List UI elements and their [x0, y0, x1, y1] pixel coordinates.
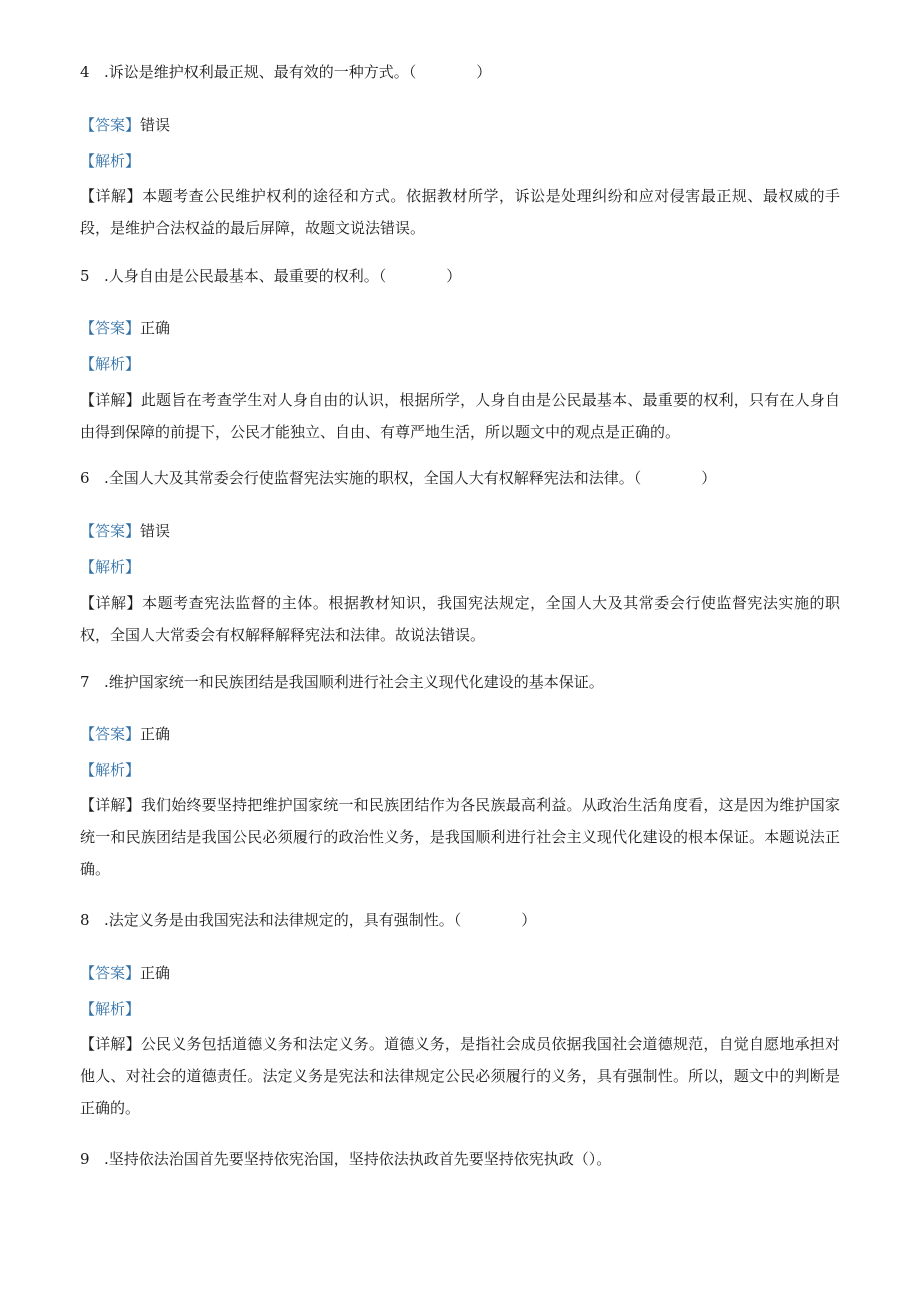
- answer-value: 错误: [140, 522, 171, 540]
- detail-tag: 【详解】: [80, 391, 141, 409]
- answer-6: [80, 521, 170, 541]
- detail-8: [80, 1028, 840, 1124]
- analysis-tag: 【解析】: [80, 558, 141, 576]
- question-text: .坚持依法治国首先要坚持依宪治国，坚持依法执政首先要坚持依宪执政（）。: [104, 1150, 612, 1168]
- analysis-tag: 【解析】: [80, 1000, 141, 1018]
- question-5: [80, 266, 461, 286]
- question-number: 5: [80, 267, 90, 285]
- analysis-4: [80, 151, 140, 171]
- answer-value: 正确: [140, 725, 171, 743]
- detail-5: [80, 384, 840, 448]
- answer-7: [80, 724, 170, 744]
- question-text: .人身自由是公民最基本、最重要的权利。（ ）: [104, 267, 462, 285]
- question-text: .法定义务是由我国宪法和法律规定的，具有强制性。（ ）: [104, 911, 537, 929]
- analysis-tag: 【解析】: [80, 152, 141, 170]
- answer-value: 正确: [140, 319, 171, 337]
- analysis-7: [80, 760, 140, 780]
- question-text: .全国人大及其常委会行使监督宪法实施的职权，全国人大有权解释宪法和法律。（ ）: [104, 469, 717, 487]
- question-text: .维护国家统一和民族团结是我国顺利进行社会主义现代化建设的基本保证。: [104, 673, 604, 691]
- detail-tag: 【详解】: [80, 187, 143, 205]
- detail-text: 我们始终要坚持把维护国家统一和民族团结作为各民族最高利益。从政治生活角度看，这是因为维护国家统一和民族团结是我国公民必须履行的政治性义务，是我国顺利进行社会主义现代化建设的根本保证。本题说法正确。: [80, 796, 840, 878]
- answer-tag: 【答案】: [80, 964, 141, 982]
- detail-text: 公民义务包括道德义务和法定义务。道德义务，是指社会成员依据我国社会道德规范，自觉自愿地承担对他人、对社会的道德责任。法定义务是宪法和法律规定公民必须履行的义务，具有强制性。所以，题文中的判断是正确的。: [80, 1035, 840, 1117]
- detail-tag: 【详解】: [80, 1035, 141, 1053]
- answer-4: [80, 115, 170, 135]
- answer-tag: 【答案】: [80, 725, 141, 743]
- question-number: 6: [80, 469, 90, 487]
- question-number: 8: [80, 911, 90, 929]
- question-7: [80, 672, 604, 692]
- analysis-tag: 【解析】: [80, 355, 141, 373]
- answer-tag: 【答案】: [80, 116, 141, 134]
- answer-value: 错误: [140, 116, 171, 134]
- question-8: [80, 910, 536, 930]
- detail-tag: 【详解】: [80, 796, 141, 814]
- analysis-5: [80, 354, 140, 374]
- answer-tag: 【答案】: [80, 319, 141, 337]
- analysis-6: [80, 557, 140, 577]
- detail-4: [80, 180, 840, 244]
- detail-6: [80, 587, 840, 651]
- question-number: 4: [80, 63, 90, 81]
- analysis-tag: 【解析】: [80, 761, 141, 779]
- question-number: 9: [80, 1150, 90, 1168]
- question-number: 7: [80, 673, 90, 691]
- detail-text: 此题旨在考查学生对人身自由的认识，根据所学，人身自由是公民最基本、最重要的权利，只有在人身自由得到保障的前提下，公民才能独立、自由、有尊严地生活，所以题文中的观点是正确的。: [80, 391, 840, 441]
- question-4: [80, 62, 491, 82]
- answer-tag: 【答案】: [80, 522, 141, 540]
- detail-tag: 【详解】: [80, 594, 143, 612]
- answer-8: [80, 963, 170, 983]
- question-text: .诉讼是维护权利最正规、最有效的一种方式。（ ）: [104, 63, 492, 81]
- detail-text: 本题考查宪法监督的主体。根据教材知识，我国宪法规定，全国人大及其常委会行使监督宪法实施的职权，全国人大常委会有权解释解释宪法和法律。故说法错误。: [80, 594, 840, 644]
- detail-7: [80, 789, 840, 885]
- question-9: [80, 1149, 611, 1169]
- analysis-8: [80, 999, 140, 1019]
- answer-value: 正确: [140, 964, 171, 982]
- answer-5: [80, 318, 170, 338]
- detail-text: 本题考查公民维护权利的途径和方式。依据教材所学，诉讼是处理纠纷和应对侵害最正规、最权威的手段，是维护合法权益的最后屏障，故题文说法错误。: [80, 187, 840, 237]
- question-6: [80, 468, 716, 488]
